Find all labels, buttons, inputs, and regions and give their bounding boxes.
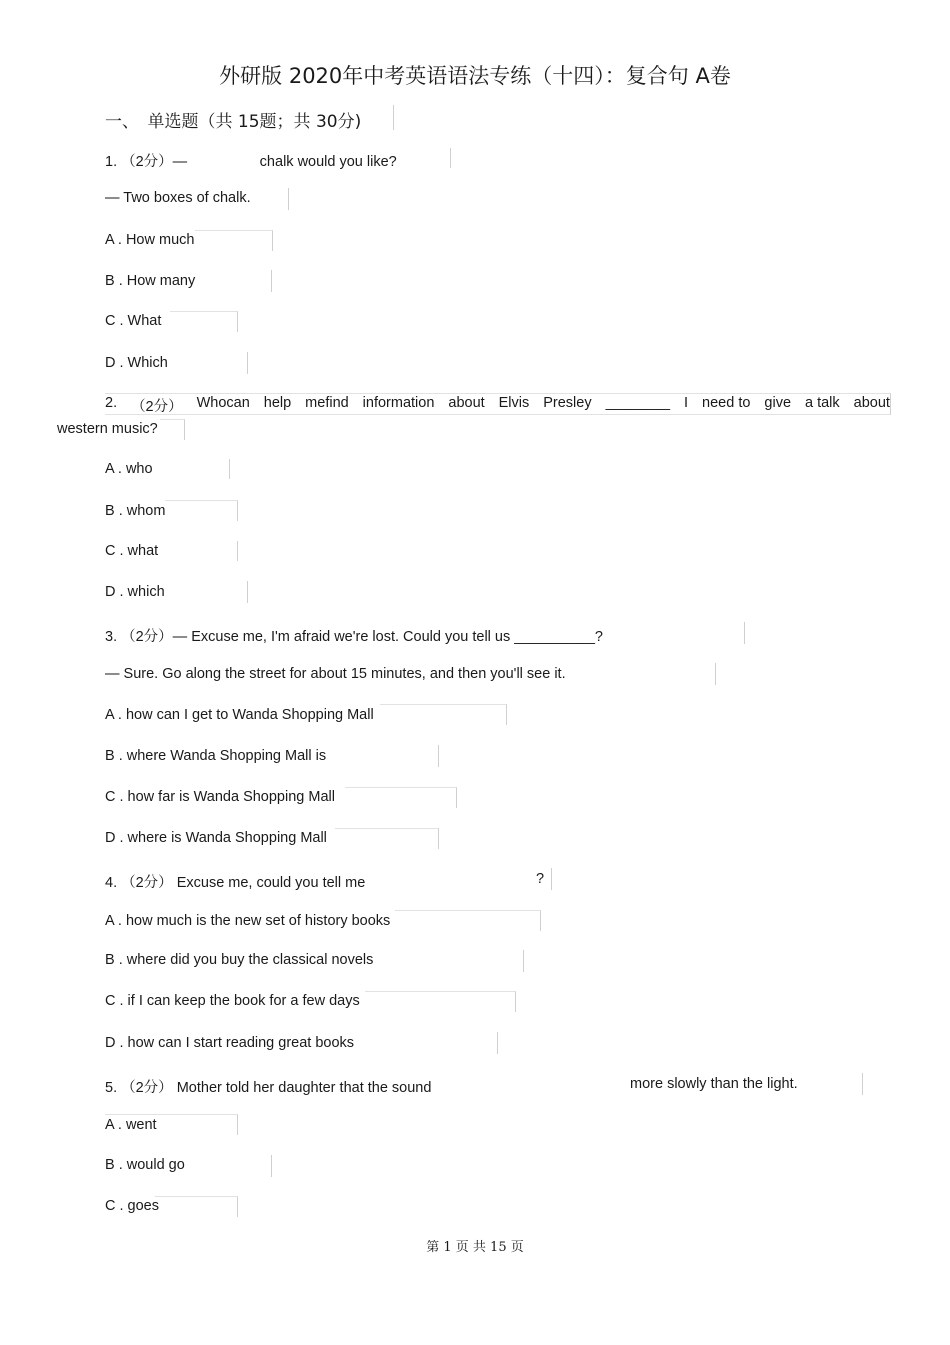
section-heading: 一、 单选题（共 15题；共 30分) <box>105 112 362 132</box>
question-3-option-a[interactable]: A . how can I get to Wanda Shopping Mall <box>105 707 374 723</box>
question-1-option-d[interactable]: D . Which <box>105 355 168 371</box>
question-4-option-d[interactable]: D . how can I start reading great books <box>105 1035 355 1051</box>
question-3-reply: — Sure. Go along the street for about 15 minutes, and then you'll see it. <box>105 666 566 682</box>
question-4-option-b[interactable]: B . where did you buy the classical novels <box>105 952 374 968</box>
page-title: 外研版 2020年中考英语语法专练（十四）：复合句 A卷 <box>219 64 731 88</box>
question-4-option-a[interactable]: A . how much is the new set of history books <box>105 913 391 929</box>
question-2-option-c[interactable]: C . what <box>105 543 159 559</box>
page-footer: 第 1 页 共 15 页 <box>426 1240 524 1255</box>
question-5-stem: 5. （2分） Mother told her daughter that the sound <box>105 1080 432 1096</box>
question-1-stem: 1. （2分）— chalk would you like? <box>105 154 397 170</box>
question-2-stem-line2: western music? <box>57 421 158 437</box>
question-2-stem: 2. （2分） Whocan help mefind information about Elvis Presley ________ I need to give a talk about <box>105 395 890 415</box>
question-4-stem-end: ? <box>536 871 545 887</box>
question-3-option-c[interactable]: C . how far is Wanda Shopping Mall <box>105 789 335 805</box>
question-3-option-d[interactable]: D . where is Wanda Shopping Mall <box>105 830 327 846</box>
question-1-option-c[interactable]: C . What <box>105 313 162 329</box>
question-1-option-b[interactable]: B . How many <box>105 273 196 289</box>
question-3-option-b[interactable]: B . where Wanda Shopping Mall is <box>105 748 327 764</box>
question-5-option-a[interactable]: A . went <box>105 1117 157 1133</box>
question-4-stem: 4. （2分） Excuse me, could you tell me <box>105 875 366 891</box>
question-4-option-c[interactable]: C . if I can keep the book for a few days <box>105 993 360 1009</box>
question-5-option-c[interactable]: C . goes <box>105 1198 159 1214</box>
question-5-stem-end: more slowly than the light. <box>630 1076 798 1092</box>
question-2-option-d[interactable]: D . which <box>105 584 165 600</box>
question-2-option-b[interactable]: B . whom <box>105 503 166 519</box>
question-3-stem: 3. （2分）— Excuse me, I'm afraid we're lost. Could you tell us __________? <box>105 629 603 645</box>
question-1-reply: — Two boxes of chalk. <box>105 190 251 206</box>
question-5-option-b[interactable]: B . would go <box>105 1157 185 1173</box>
question-2-option-a[interactable]: A . who <box>105 461 153 477</box>
question-1-option-a[interactable]: A . How much <box>105 232 195 248</box>
